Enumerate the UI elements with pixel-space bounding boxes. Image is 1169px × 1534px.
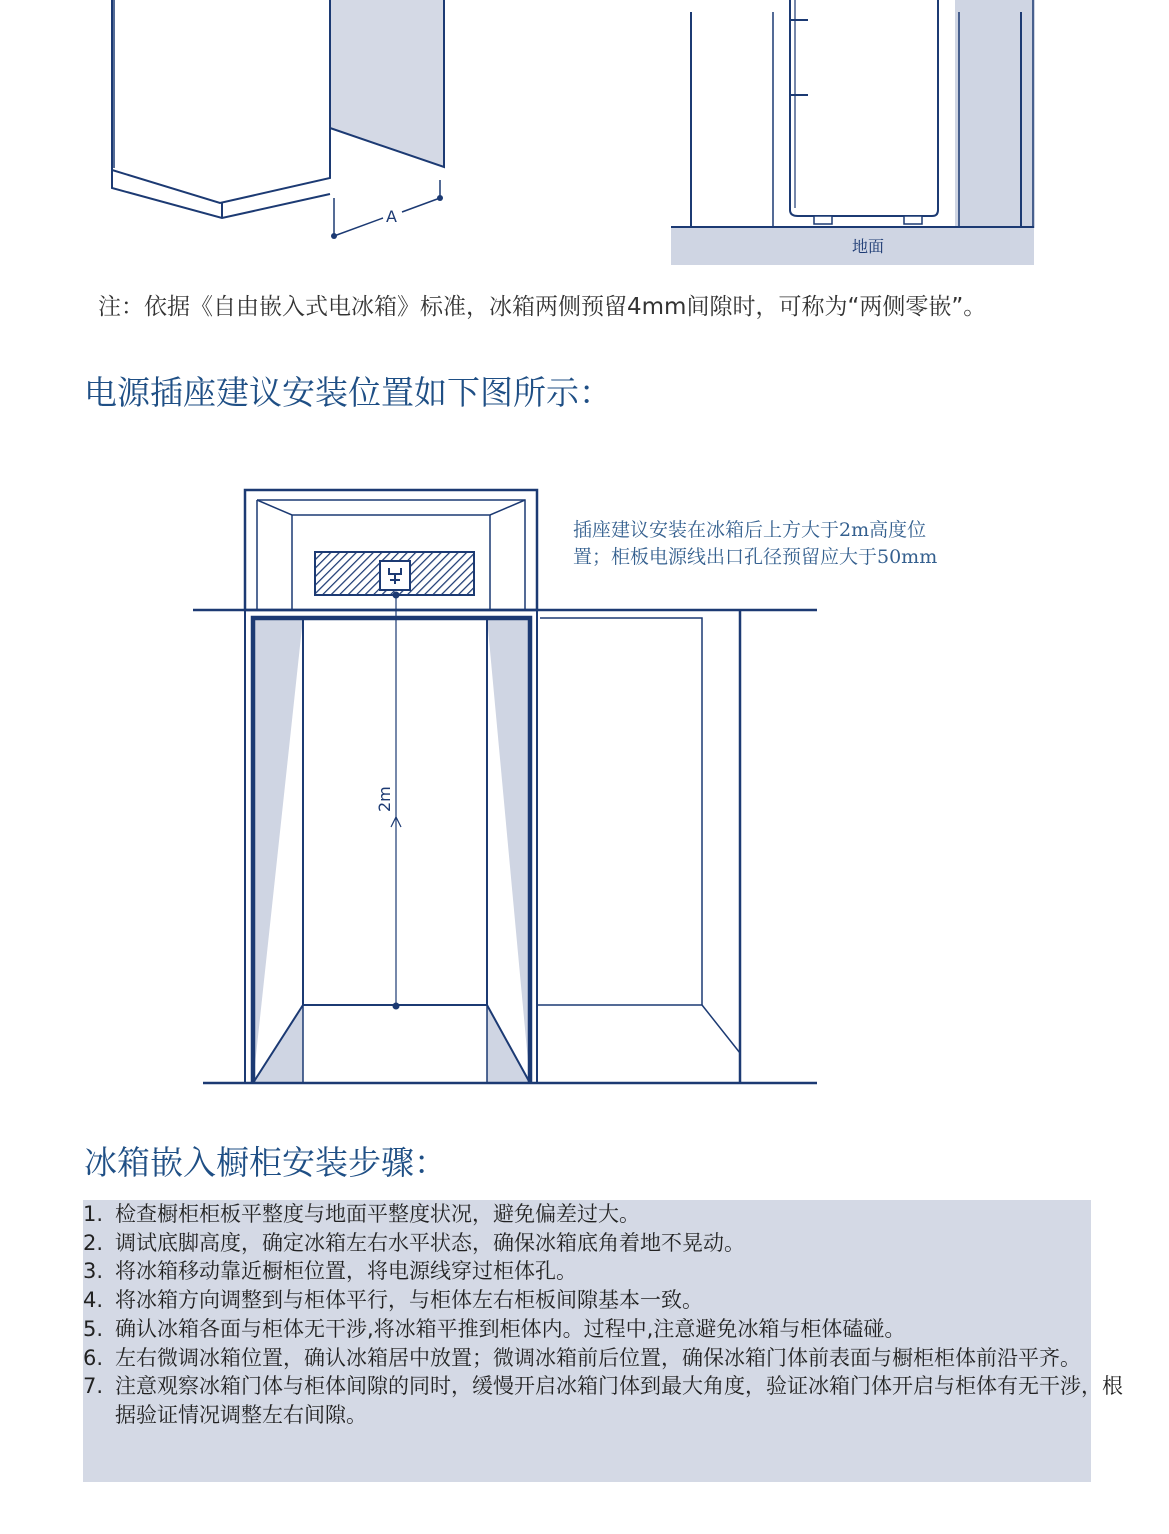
step-text: 调试底脚高度，确定冰箱左右水平状态，确保冰箱底角着地不晃动。 xyxy=(115,1230,745,1255)
step-number: 2. xyxy=(83,1230,104,1255)
install-step xyxy=(83,1286,1123,1315)
step-number: 4. xyxy=(83,1288,104,1313)
fridge-side-diagram xyxy=(671,0,1035,265)
install-step xyxy=(83,1200,1123,1229)
socket-section-heading: 电源插座建议安装位置如下图所示： xyxy=(84,373,612,412)
step-text: 将冰箱移动靠近橱柜位置，将电源线穿过柜体孔。 xyxy=(115,1259,577,1284)
install-steps-box xyxy=(83,1200,1123,1482)
socket-location-diagram xyxy=(193,490,817,1083)
step-text: 检查橱柜柜板平整度与地面平整度状况，避免偏差过大。 xyxy=(115,1202,640,1226)
step-number: 6. xyxy=(83,1345,104,1370)
floor-label: 地面 xyxy=(852,237,885,256)
standard-note: 注：依据《自由嵌入式电冰箱》标准，冰箱两侧预留4mm间隙时，可称为“两侧零嵌”。 xyxy=(98,294,987,320)
install-step xyxy=(83,1257,1123,1286)
step-text: 将冰箱方向调整到与柜体平行，与柜体左右柜板间隙基本一致。 xyxy=(115,1288,703,1313)
step-number: 3. xyxy=(83,1259,104,1284)
socket-callout-text: 插座建议安装在冰箱后上方大于2m高度位置；柜板电源线出口孔径预留应大于50mm xyxy=(573,519,938,568)
cabinet-gap-diagram xyxy=(112,0,444,239)
step-number: 1. xyxy=(83,1202,104,1226)
install-step xyxy=(83,1344,1123,1373)
height-label: 2m xyxy=(375,786,394,812)
step-text: 确认冰箱各面与柜体无干涉,将冰箱平推到柜体内。过程中,注意避免冰箱与柜体磕碰。 xyxy=(115,1316,906,1341)
install-steps-list xyxy=(83,1200,1123,1430)
step-number: 7. xyxy=(83,1374,104,1399)
step-text: 注意观察冰箱门体与柜体间隙的同时，缓慢开启冰箱门体到最大角度，验证冰箱门体开启与柜体有无干涉，根据验证情况调整左右间隙。 xyxy=(115,1374,1123,1427)
gap-label-a: A xyxy=(386,207,397,226)
install-step xyxy=(83,1372,1123,1429)
step-text: 左右微调冰箱位置，确认冰箱居中放置；微调冰箱前后位置，确保冰箱门体前表面与橱柜柜体前沿平齐。 xyxy=(115,1345,1081,1370)
install-step xyxy=(83,1315,1123,1344)
install-steps-heading: 冰箱嵌入橱柜安装步骤： xyxy=(84,1143,447,1182)
step-number: 5. xyxy=(83,1316,104,1341)
install-step xyxy=(83,1229,1123,1258)
